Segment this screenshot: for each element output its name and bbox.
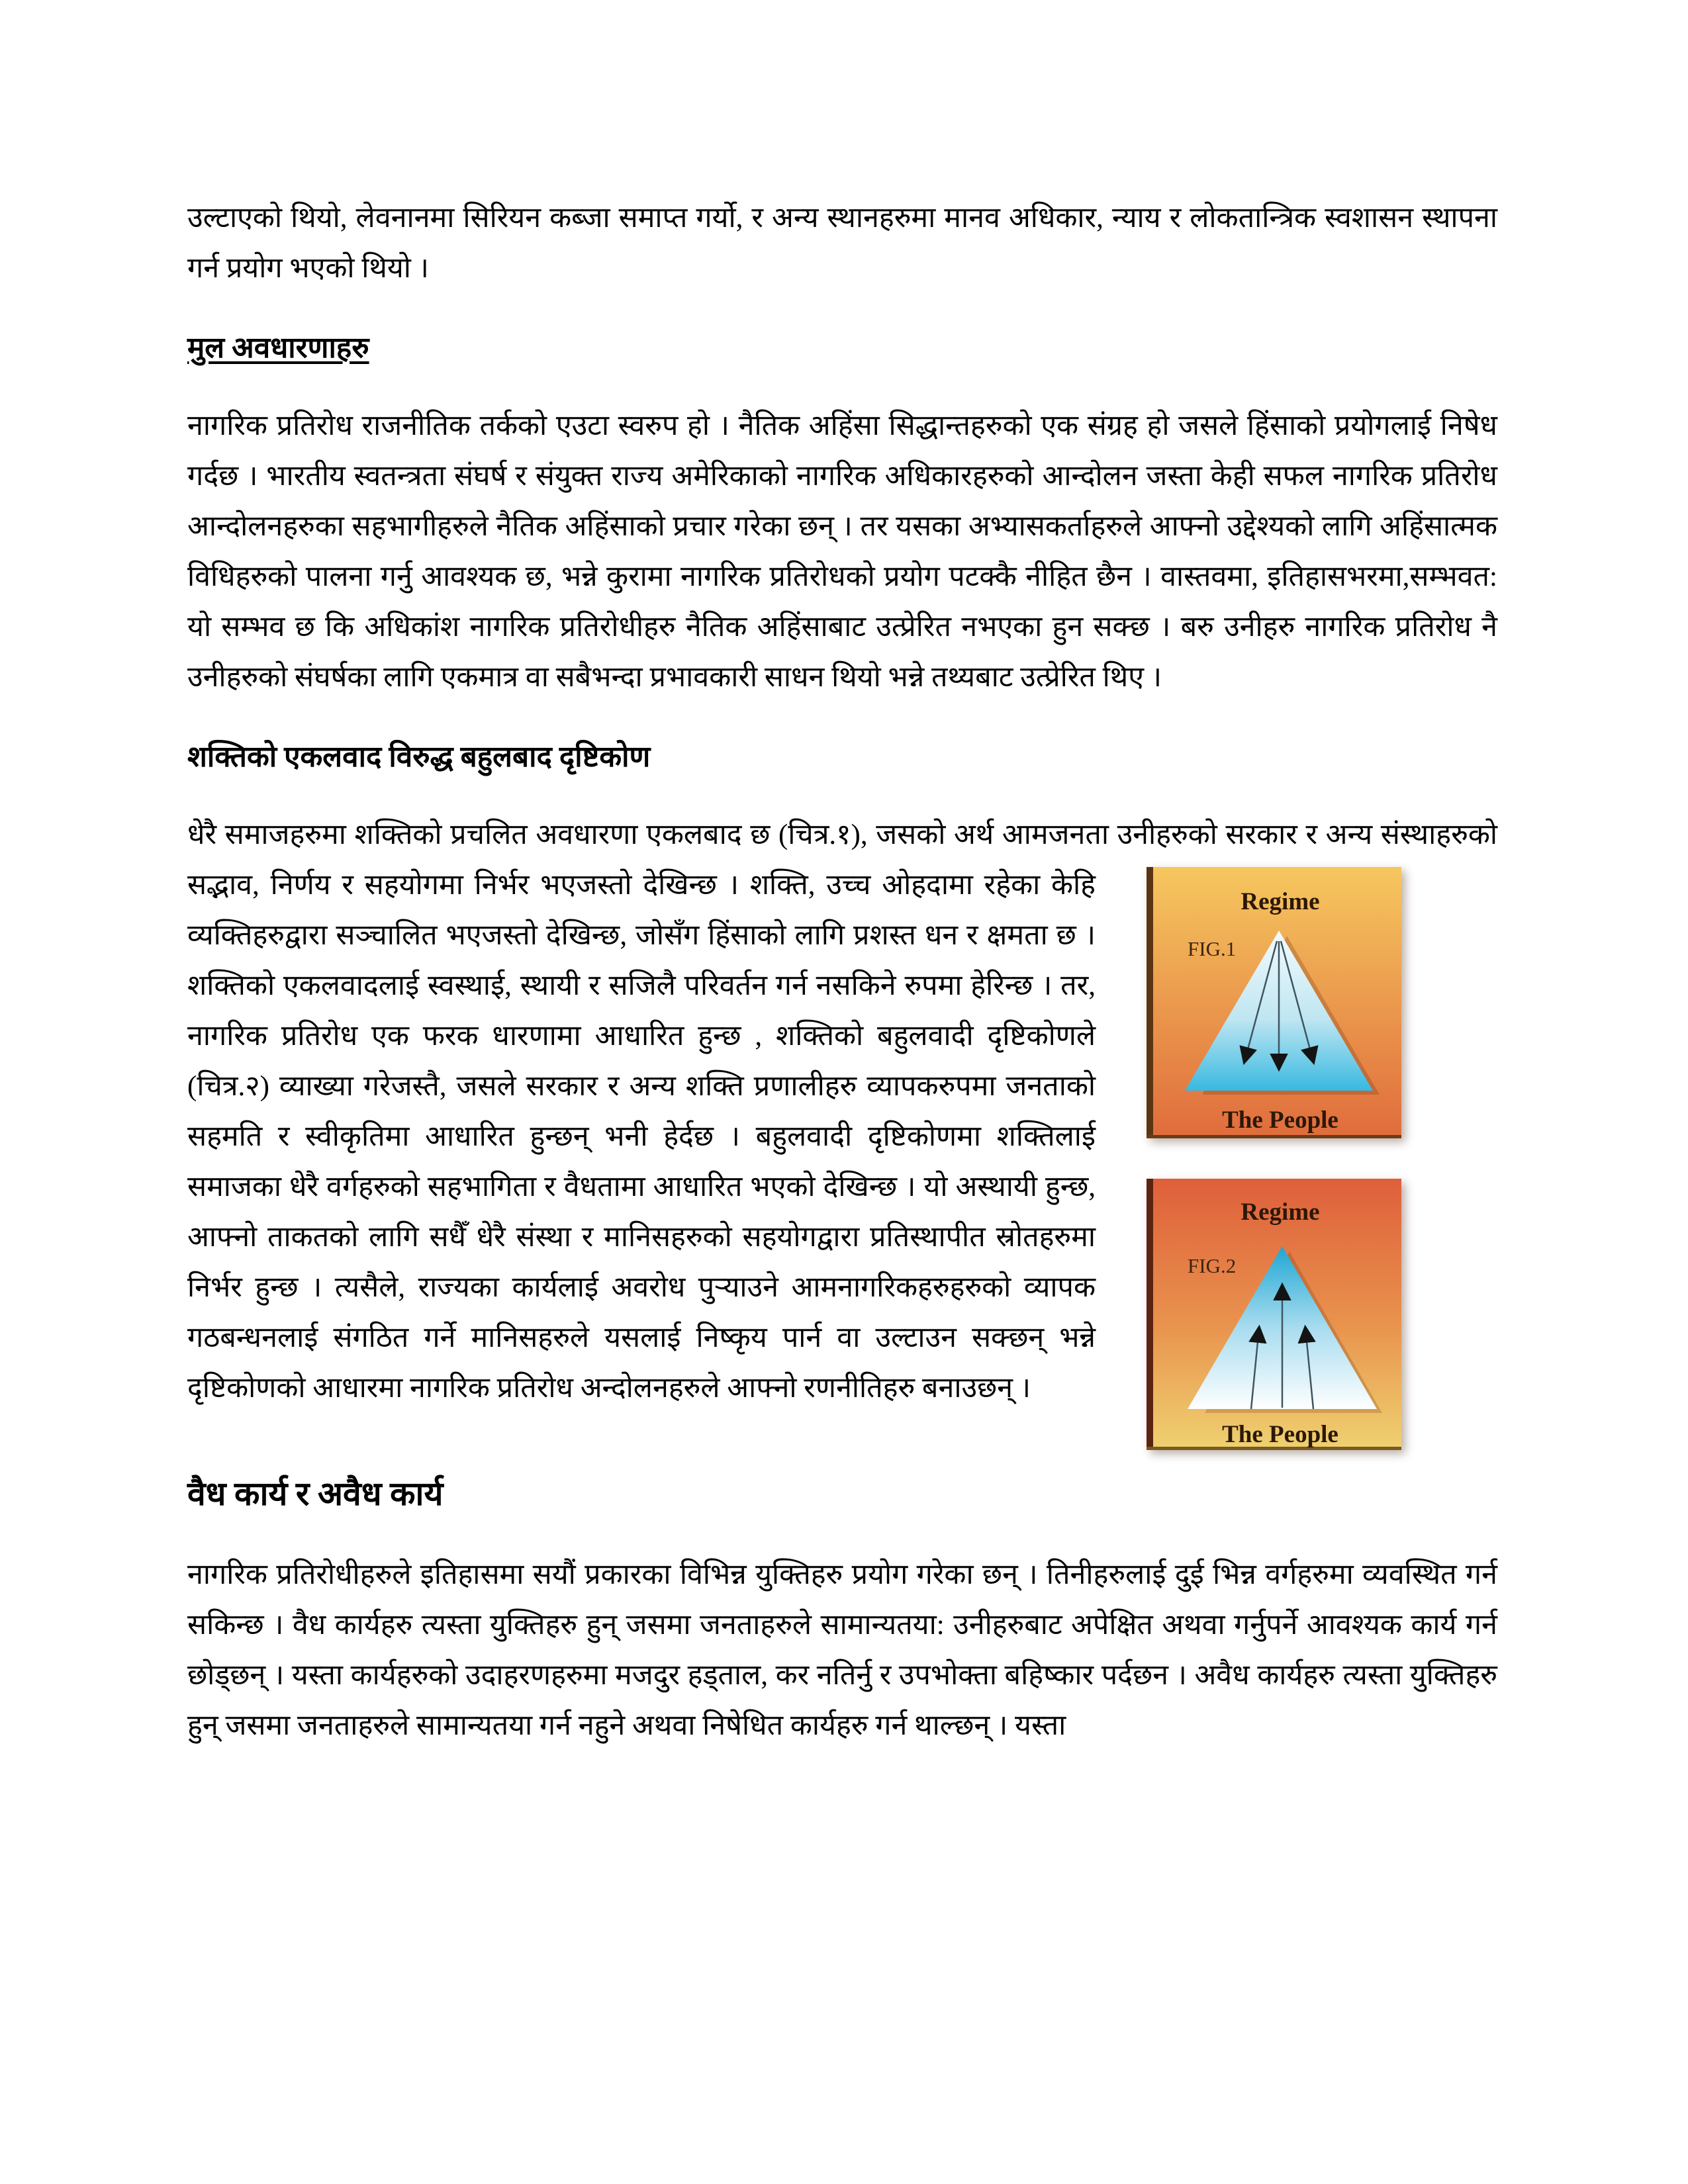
figure2-left-bevel [1147,1179,1153,1450]
figure1-left-bevel [1147,867,1153,1138]
paragraph-power-views [187,810,1497,1448]
figure1-bottom-bevel [1147,1135,1401,1138]
figure-2-pluralistic-power-image [1147,1179,1401,1453]
paragraph-lead: उल्टाएको थियो, लेवनानमा सिरियन कब्जा समाप्त गर्यो, र अन्य स्थानहरुमा मानव अधिकार, न्याय र लोकतान्त्रिक स्वशासन स्थापना गर्न प्रयोग भएको थियो । [187,203,1497,284]
figure-column [1147,867,1401,1453]
paragraph-legal-illegal-actions: नागरिक प्रतिरोधीहरुले इतिहासमा सयौं प्रकारका विभिन्न युक्तिहरु प्रयोग गरेका छन् । तिनीहरुलाई दुई भिन्न वर्गहरुमा व्यवस्थित गर्न सकिन्छ । वैध कार्यहरु त्यस्ता युक्तिहरु हुन् जसमा जनताहरुले सामान्यतया: उनीहरुबाट अपेक्षित अथवा गर्नुपर्ने आवश्यक कार्य गर्न छोड्छन् । यस्ता कार्यहरुको उदाहरणहरुमा मजदुर हड्ताल, कर नतिर्नु र उपभोक्ता बहिष्कार पर्दछन । अवैध कार्यहरु त्यस्ता युक्तिहरु हुन् जसमा जनताहरुले सामान्यतया गर्न नहुने अथवा निषेधित कार्यहरु गर्न थाल्छन् । यस्ता [187,1559,1497,1741]
heading-legal-illegal-actions: वैध कार्य र अवैध कार्य [187,1475,444,1512]
figure1-fig-number-label: FIG.1 [1188,937,1237,960]
figure1-people-label: The People [1222,1107,1338,1134]
heading-core-concepts: मुल अवधारणाहरु [187,332,369,364]
paragraph-core-concepts: नागरिक प्रतिरोध राजनीतिक तर्कको एउटा स्वरुप हो । नैतिक अहिंसा सिद्धान्तहरुको एक संग्रह हो जसले हिंसाको प्रयोगलाई निषेध गर्दछ । भारतीय स्वतन्त्रता संघर्ष र संयुक्त राज्य अमेरिकाको नागरिक अधिकारहरुको आन्दोलन जस्ता केही सफल नागरिक प्रतिरोध आन्दोलनहरुका सहभागीहरुले नैतिक अहिंसाको प्रचार गरेका छन् । तर यसका अभ्यासकर्ताहरुले आफ्नो उद्देश्यको लागि अहिंसात्मक विधिहरुको पालना गर्नु आवश्यक छ, भन्ने कुरामा नागरिक प्रतिरोधको प्रयोग पटक्कै नीहित छैन । वास्तवमा, इतिहासभरमा,सम्भवत: यो सम्भव छ कि अधिकांश नागरिक प्रतिरोधीहरु नैतिक अहिंसाबाट उत्प्रेरित नभएका हुन सक्छ । बरु उनीहरु नागरिक प्रतिरोध नै उनीहरुको संघर्षका लागि एकमात्र वा सबैभन्दा प्रभावकारी साधन थियो भन्ने तथ्यबाट उत्प्रेरित थिए । [187,410,1497,693]
figure2-people-label: The People [1222,1421,1338,1448]
figure1-regime-label: Regime [1241,888,1320,915]
paragraph-power-views-wrapped: ओहदामा रहेका केहि व्यक्तिहरुद्वारा सञ्चालित भएजस्तो देखिन्छ, जोसँग हिंसाको लागि प्रशस्त धन र क्षमता छ । शक्तिको एकलवादलाई स्वस्थाई, स्थायी र सजिलै परिवर्तन गर्न नसकिने रुपमा हेरिन्छ । तर, नागरिक प्रतिरोध एक फरक धारणामा आधारित हुन्छ , शक्तिको बहुलवादी दृष्टिकोणले (चित्र.२) व्याख्या गरेजस्तै, जसले सरकार र अन्य शक्ति प्रणालीहरु व्यापकरुपमा जनताको सहमति र स्वीकृतिमा आधारित हुन्छन् भनी हेर्दछ । बहुलवादी दृष्टिकोणमा शक्तिलाई समाजका धेरै वर्गहरुको सहभागिता र वैधतामा आधारित भएको देखिन्छ । यो अस्थायी हुन्छ, आफ्नो ताकतको लागि सधैँ धेरै संस्था र मानिसहरुको सहयोगद्वारा प्रतिस्थापीत स्रोतहरुमा निर्भर हुन्छ । त्यसैले, राज्यका कार्यलाई अवरोध पुऱ्याउने आमनागरिकहरुहरुको व्यापक गठबन्धनलाई संगठित गर्ने मानिसहरुले यसलाई निष्कृय पार्न वा उल्टाउन सक्छन् भन्ने दृष्टिकोणको आधारमा नागरिक प्रतिरोध अन्दोलनहरुले आफ्नो रणनीतिहरु बनाउछन् । [187,870,1096,1404]
figure-1-monolithic-power-image [1147,867,1401,1142]
heading-monolithic-vs-pluralistic: शक्तिको एकलवाद विरुद्ध बहुलबाद दृष्टिकोण [187,741,651,773]
figure2-fig-number-label: FIG.2 [1188,1254,1237,1277]
figure2-regime-label: Regime [1241,1199,1320,1226]
paragraph-power-views-intro: धेरै समाजहरुमा शक्तिको प्रचलित अवधारणा एकलबाद छ (चित्र.१), जसको अर्थ आमजनता उनीहरुको सरकार र अन्य संस्थाहरुको सद्भाव, निर्णय र सहयोगमा निर्भर भएजस्तो देखिन्छ । शक्ति, उच्च [187,819,1497,901]
